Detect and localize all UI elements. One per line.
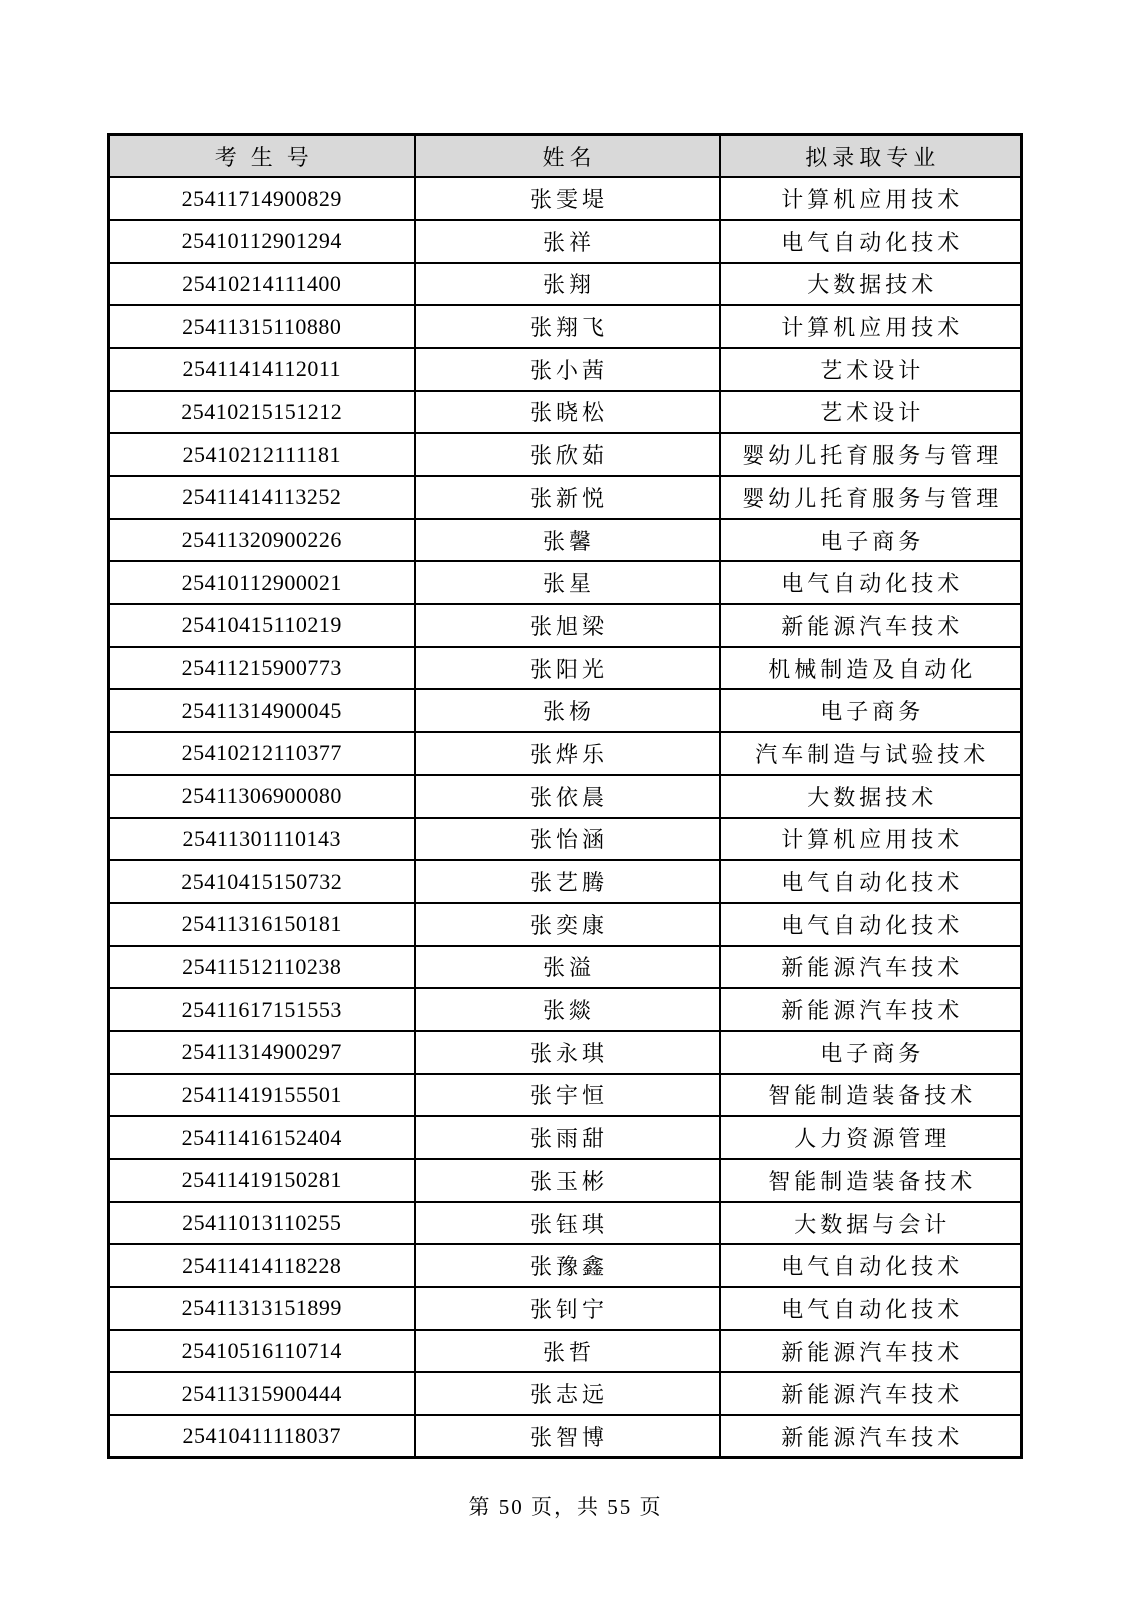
major-cell: 电气自动化技术 [720,220,1022,263]
table-row [109,1415,1022,1458]
table-row [109,1159,1022,1202]
name-cell: 张阳光 [415,647,720,690]
candidate-id-cell: 25411617151553 [109,988,415,1031]
name-cell: 张祥 [415,220,720,263]
candidate-id-cell: 25411313151899 [109,1287,415,1330]
table-row [109,177,1022,220]
admission-list-table [107,133,1023,1459]
name-cell: 张翔飞 [415,305,720,348]
major-cell: 新能源汽车技术 [720,988,1022,1031]
candidate-id-cell: 25411414112011 [109,348,415,391]
table-row [109,732,1022,775]
table-body [109,177,1022,1458]
table-row [109,604,1022,647]
name-cell: 张溢 [415,946,720,989]
candidate-id-cell: 25410415110219 [109,604,415,647]
candidate-id-cell: 25411013110255 [109,1202,415,1245]
major-cell: 电气自动化技术 [720,860,1022,903]
candidate-id-cell: 25410415150732 [109,860,415,903]
major-cell: 电气自动化技术 [720,903,1022,946]
table-row [109,433,1022,476]
candidate-id-cell: 25411314900045 [109,689,415,732]
name-cell: 张新悦 [415,476,720,519]
candidate-id-cell: 25411320900226 [109,519,415,562]
name-cell: 张宇恒 [415,1074,720,1117]
table-row [109,561,1022,604]
major-cell: 新能源汽车技术 [720,946,1022,989]
table-row [109,391,1022,434]
major-cell: 电气自动化技术 [720,561,1022,604]
table-row [109,946,1022,989]
candidate-id-cell: 25410112900021 [109,561,415,604]
major-cell: 婴幼儿托育服务与管理 [720,433,1022,476]
major-cell: 大数据技术 [720,775,1022,818]
table-row [109,305,1022,348]
table-row [109,818,1022,861]
name-cell: 张小茜 [415,348,720,391]
header-major: 拟录取专业 [720,135,1022,178]
major-cell: 机械制造及自动化 [720,647,1022,690]
table-row [109,1287,1022,1330]
major-cell: 智能制造装备技术 [720,1074,1022,1117]
candidate-id-cell: 25411714900829 [109,177,415,220]
candidate-id-cell: 25410112901294 [109,220,415,263]
name-cell: 张旭梁 [415,604,720,647]
candidate-id-cell: 25410212110377 [109,732,415,775]
name-cell: 张馨 [415,519,720,562]
candidate-id-cell: 25411316150181 [109,903,415,946]
name-cell: 张智博 [415,1415,720,1458]
name-cell: 张钰琪 [415,1202,720,1245]
name-cell: 张杨 [415,689,720,732]
major-cell: 汽车制造与试验技术 [720,732,1022,775]
table-row [109,1116,1022,1159]
name-cell: 张雨甜 [415,1116,720,1159]
candidate-id-cell: 25411512110238 [109,946,415,989]
name-cell: 张烨乐 [415,732,720,775]
major-cell: 新能源汽车技术 [720,1415,1022,1458]
major-cell: 计算机应用技术 [720,177,1022,220]
name-cell: 张怡涵 [415,818,720,861]
major-cell: 人力资源管理 [720,1116,1022,1159]
table-row [109,1330,1022,1373]
table-header-row [109,135,1022,178]
name-cell: 张玉彬 [415,1159,720,1202]
table-row [109,220,1022,263]
major-cell: 新能源汽车技术 [720,1372,1022,1415]
major-cell: 计算机应用技术 [720,305,1022,348]
table-row [109,1244,1022,1287]
major-cell: 电子商务 [720,519,1022,562]
candidate-id-cell: 25410212111181 [109,433,415,476]
name-cell: 张依晨 [415,775,720,818]
name-cell: 张豫鑫 [415,1244,720,1287]
name-cell: 张欣茹 [415,433,720,476]
table-row [109,1031,1022,1074]
major-cell: 电气自动化技术 [720,1244,1022,1287]
page-footer: 第 50 页，共 55 页 [468,1495,663,1519]
table-row [109,775,1022,818]
name-cell: 张奕康 [415,903,720,946]
table-row [109,1202,1022,1245]
candidate-id-cell: 25410411118037 [109,1415,415,1458]
name-cell: 张晓松 [415,391,720,434]
major-cell: 电子商务 [720,1031,1022,1074]
table-row [109,647,1022,690]
name-cell: 张志远 [415,1372,720,1415]
table-row [109,1372,1022,1415]
candidate-id-cell: 25411315900444 [109,1372,415,1415]
major-cell: 大数据与会计 [720,1202,1022,1245]
candidate-id-cell: 25411414118228 [109,1244,415,1287]
major-cell: 计算机应用技术 [720,818,1022,861]
table-row [109,1074,1022,1117]
header-candidate-id: 考生号 [109,135,415,178]
table-row [109,988,1022,1031]
table-row [109,263,1022,306]
candidate-id-cell: 25411315110880 [109,305,415,348]
name-cell: 张翔 [415,263,720,306]
candidate-id-cell: 25411314900297 [109,1031,415,1074]
candidate-id-cell: 25411419150281 [109,1159,415,1202]
candidate-id-cell: 25410214111400 [109,263,415,306]
candidate-id-cell: 25411414113252 [109,476,415,519]
candidate-id-cell: 25411301110143 [109,818,415,861]
name-cell: 张哲 [415,1330,720,1373]
major-cell: 大数据技术 [720,263,1022,306]
name-cell: 张雯堤 [415,177,720,220]
candidate-id-cell: 25411416152404 [109,1116,415,1159]
table-row [109,689,1022,732]
header-name: 姓名 [415,135,720,178]
name-cell: 张永琪 [415,1031,720,1074]
name-cell: 张星 [415,561,720,604]
name-cell: 张燚 [415,988,720,1031]
candidate-id-cell: 25411215900773 [109,647,415,690]
major-cell: 艺术设计 [720,391,1022,434]
major-cell: 新能源汽车技术 [720,604,1022,647]
name-cell: 张钊宁 [415,1287,720,1330]
major-cell: 电子商务 [720,689,1022,732]
table-row [109,519,1022,562]
candidate-id-cell: 25410516110714 [109,1330,415,1373]
name-cell: 张艺腾 [415,860,720,903]
major-cell: 电气自动化技术 [720,1287,1022,1330]
table-row [109,860,1022,903]
candidate-id-cell: 25411419155501 [109,1074,415,1117]
candidate-id-cell: 25411306900080 [109,775,415,818]
table-row [109,348,1022,391]
table-row [109,476,1022,519]
major-cell: 艺术设计 [720,348,1022,391]
major-cell: 智能制造装备技术 [720,1159,1022,1202]
candidate-id-cell: 25410215151212 [109,391,415,434]
major-cell: 新能源汽车技术 [720,1330,1022,1373]
major-cell: 婴幼儿托育服务与管理 [720,476,1022,519]
table-row [109,903,1022,946]
